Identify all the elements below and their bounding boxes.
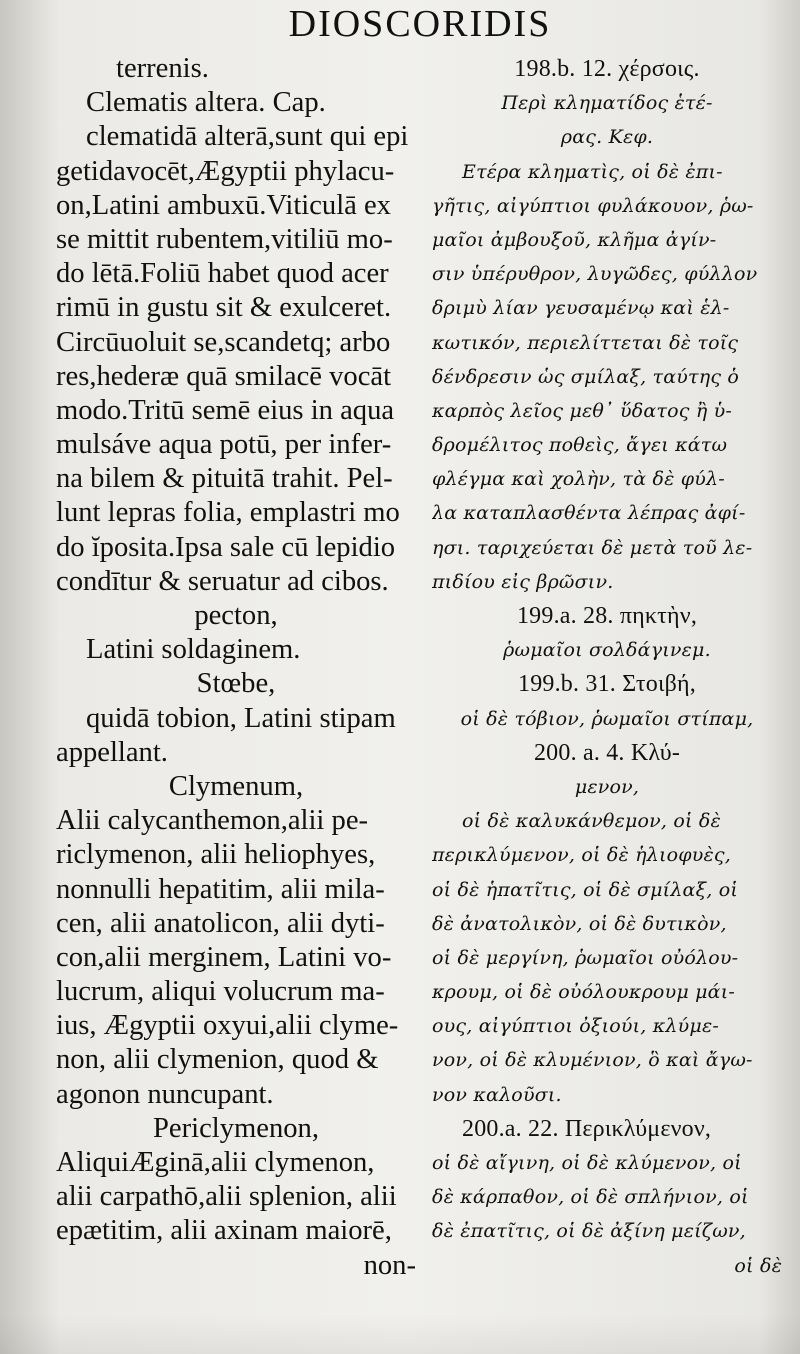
- latin-text-line: quidā tobion, Latini stipam: [86, 702, 396, 734]
- greek-text-line: δὲ ἀνατολικὸν, οἱ δὲ δυτικὸν,: [432, 912, 727, 935]
- latin-text-line: appellant.: [56, 736, 168, 768]
- latin-text-line: Periclymenon,: [153, 1112, 319, 1144]
- greek-text-line: γῆτις, αἰγύπτιοι φυλάκουον, ῥω-: [432, 194, 754, 217]
- latin-text-line: terrenis.: [116, 53, 209, 84]
- latin-text-line: do lētā.Foliū habet quod acer: [56, 258, 389, 290]
- latin-text-line: na bilem & pituitā trahit. Pel-: [56, 463, 393, 495]
- greek-text-line: ῥωμαῖοι σολδάγινεμ.: [503, 639, 711, 662]
- latin-text-line: con,alii merginem, Latini vo-: [56, 941, 392, 973]
- running-header: DIOSCORIDIS: [288, 3, 552, 45]
- greek-text-line: οἱ δὲ καλυκάνθεμον, οἱ δὲ: [462, 810, 721, 833]
- latin-text-line: lucrum, aliqui volucrum ma-: [56, 976, 385, 1008]
- latin-text-line: Stœbe,: [196, 668, 276, 700]
- latin-text-line: Alii calycanthemon,alii pe-: [56, 805, 369, 837]
- greek-text-line: δρομέλιτος ποθεὶς, ἄγει κάτω: [432, 434, 728, 457]
- greek-text-line: 198.b. 12. χέρσοις.: [514, 56, 700, 82]
- greek-text-line: οἱ δὲ ἡπατῖτις, οἱ δὲ σμίλαξ, οἱ: [432, 878, 739, 901]
- greek-text-line: δριμὺ λίαν γευσαμένῳ καὶ ἑλ-: [432, 297, 730, 320]
- greek-text-line: δὲ ἐπατῖτις, οἱ δὲ ἀξίνη μείζων,: [432, 1220, 746, 1243]
- latin-text-line: epætitim, alii axinam maiorē,: [56, 1215, 392, 1247]
- greek-text-line: κρουμ, οἱ δὲ οὐόλουκρουμ μάι-: [432, 981, 735, 1004]
- greek-text-line: φλέγμα καὶ χολὴν, τὰ δὲ φύλ-: [432, 468, 725, 491]
- latin-text-line: res,hederæ quā smilacē vocāt: [56, 360, 392, 392]
- latin-column: [56, 52, 416, 1283]
- greek-text-line: περικλύμενον, οἱ δὲ ἡλιοφυὲς,: [432, 844, 731, 867]
- latin-text-line: alii carpathō,alii splenion, alii: [56, 1181, 397, 1213]
- greek-column: [432, 52, 782, 1283]
- latin-text-line: Latini soldaginem.: [86, 634, 301, 666]
- latin-text-line: riclymenon, alii heliophyes,: [56, 839, 376, 871]
- latin-text-line: ius, Ægyptii oxyui,alii clyme-: [56, 1010, 399, 1042]
- greek-text-line: νον, οἱ δὲ κλυμένιον, ὃ καὶ ἄγω-: [432, 1049, 753, 1072]
- latin-text-line: lunt lepras folia, emplastri mo: [56, 497, 400, 529]
- greek-text-line: πιδίου εἰς βρῶσιν.: [432, 570, 614, 593]
- latin-text-line: getidavocēt,Ægyptii phylacu-: [56, 155, 395, 187]
- greek-text-line: 199.b. 31. Στοιβή,: [518, 671, 696, 698]
- greek-text-line: δὲ κάρπαθον, οἱ δὲ σπλήνιον, οἱ: [432, 1186, 749, 1209]
- greek-text-line: οἱ δὲ αἴγινη, οἱ δὲ κλύμενον, οἱ: [432, 1152, 742, 1174]
- latin-text-line: cen, alii anatolicon, alii dyti-: [56, 907, 385, 939]
- greek-text-line: Περὶ κληματίδος ἑτέ-: [501, 92, 713, 115]
- greek-text-line: νον καλοῦσι.: [432, 1083, 562, 1106]
- latin-text-line: Clymenum,: [168, 770, 304, 802]
- greek-text-line: 200.a. 22. Περικλύμενον,: [462, 1115, 712, 1142]
- greek-text-line: σιν ὑπέρυθρον, λυγῶδες, φύλλον: [432, 263, 758, 286]
- greek-text-line: οἱ δὲ τόβιον, ῥωμαῖοι στίπαμ,: [460, 707, 754, 730]
- latin-text-line: on,Latini ambuxū.Viticulā ex: [56, 189, 391, 221]
- greek-text-line: καρπὸς λεῖος μεθ᾽ ὕδατος ἢ ὑ-: [432, 399, 733, 422]
- latin-text-line: do ĭposita.Ipsa sale cū lepidio: [56, 531, 396, 563]
- greek-text-line: 200. a. 4. Κλύ-: [533, 739, 681, 766]
- latin-text-line: rimū in gustu sit & exulceret.: [56, 292, 392, 324]
- greek-text-line: 199.a. 28. πηκτὴν,: [516, 603, 698, 629]
- greek-text-line: ρας. Κεφ.: [560, 126, 654, 149]
- latin-text-line: Clematis altera. Cap.: [86, 87, 326, 119]
- latin-text-line: pecton,: [194, 600, 278, 631]
- latin-text-line: AliquiÆginā,alii clymenon,: [56, 1147, 375, 1178]
- latin-text-line: modo.Tritū semē eius in aqua: [56, 394, 395, 426]
- greek-text-line: Ετέρα κληματὶς, οἱ δὲ ἐπι-: [462, 160, 723, 183]
- greek-text-line: λα καταπλασθέντα λέπρας ἀφί-: [432, 502, 746, 525]
- greek-text-line: ους, αἰγύπτιοι ὀξιούι, κλύμε-: [432, 1015, 719, 1038]
- greek-text-line: ησι. ταριχεύεται δὲ μετὰ τοῦ λε-: [432, 536, 753, 559]
- latin-text-line: clematidā alterā,sunt qui epi: [86, 121, 409, 153]
- latin-text-line: se mittit rubentem,vitiliū mo-: [56, 223, 393, 255]
- latin-text-line: non-: [363, 1249, 416, 1281]
- latin-text-line: mulsáve aqua potū, per infer-: [56, 429, 392, 461]
- greek-text-line: μαῖοι ἀμβουξοῦ, κλῆμα ἀγίν-: [432, 228, 717, 251]
- greek-text-line: δένδρεσιν ὡς σμίλαξ, ταύτης ὁ: [432, 365, 740, 388]
- latin-text-line: Circūuoluit se,scandetq; arbo: [56, 326, 391, 358]
- latin-text-line: agonon nuncupant.: [56, 1078, 274, 1110]
- greek-text-line: μενον,: [574, 775, 640, 798]
- greek-text-line: κωτικόν, περιελίττεται δὲ τοῖς: [432, 331, 739, 354]
- latin-text-line: nonnulli hepatitim, alii mila-: [56, 873, 385, 905]
- greek-text-line: οἱ δὲ μεργίνη, ῥωμαῖοι οὐόλου-: [432, 946, 739, 969]
- greek-text-line: οἱ δὲ: [734, 1254, 782, 1277]
- latin-text-line: condītur & seruatur ad cibos.: [56, 565, 389, 597]
- latin-text-line: non, alii clymenion, quod &: [56, 1044, 379, 1076]
